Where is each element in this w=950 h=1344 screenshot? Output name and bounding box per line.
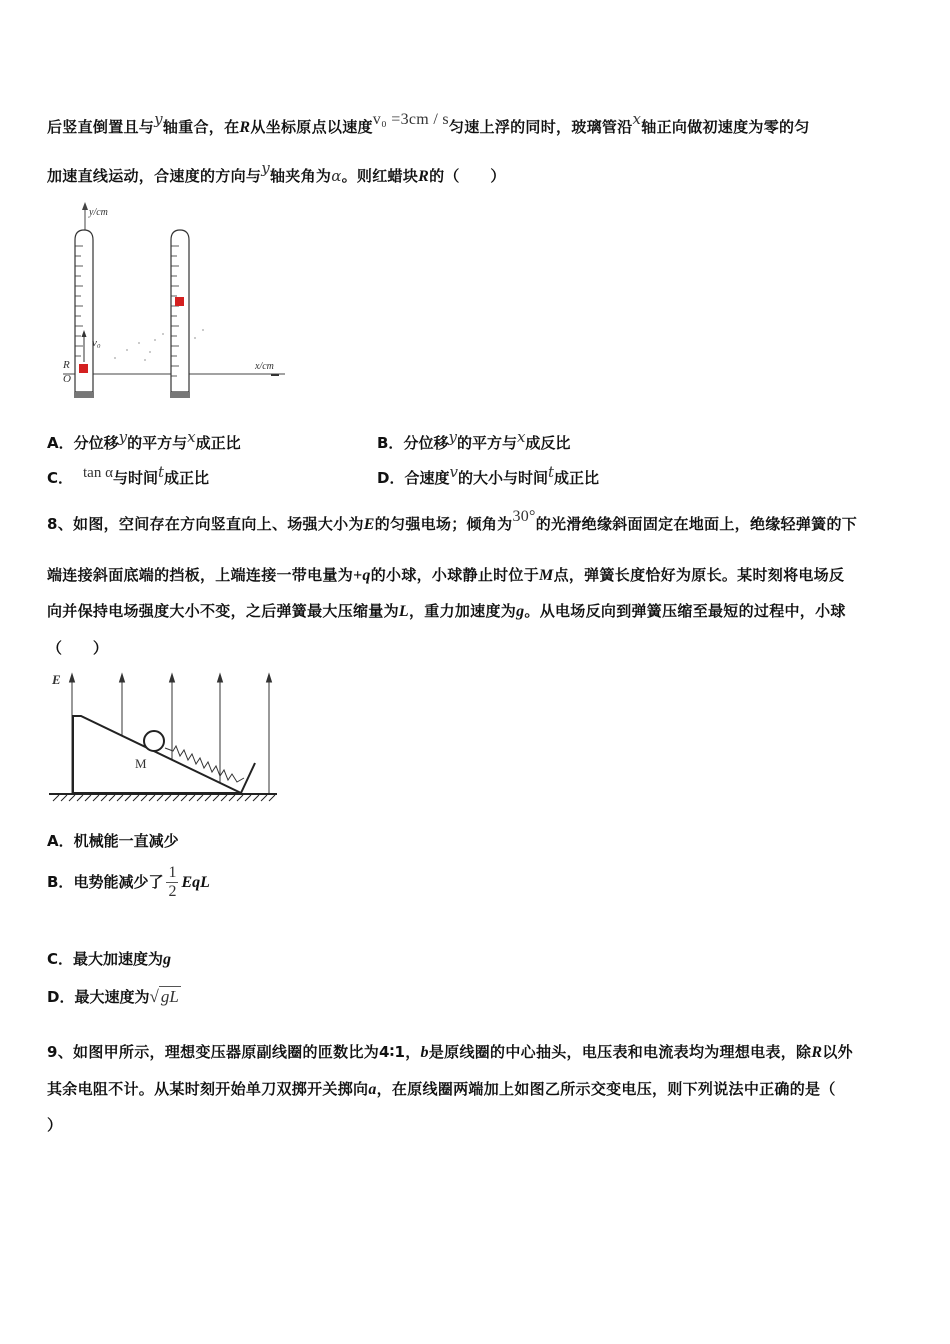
trajectory-dots xyxy=(114,329,204,361)
var-R: R xyxy=(239,119,251,136)
var-y: y xyxy=(261,159,270,177)
q8-option-b[interactable]: B．电势能减少了 $\frac{1}{2}$ EqL xyxy=(47,864,210,900)
q7-tube-figure xyxy=(55,200,295,405)
var-x: x xyxy=(632,110,642,128)
q7-option-c[interactable]: C． tan α与时间t成正比 xyxy=(47,463,210,487)
var-R: R xyxy=(418,168,430,185)
q8-option-a[interactable]: A．机械能一直减少 xyxy=(47,832,179,850)
incline xyxy=(73,716,241,793)
y-axis-label: y/cm xyxy=(89,207,108,218)
q7-line-2: 加速直线运动，合速度的方向与y轴夹角为α。则红蜡块R的（ ） xyxy=(47,159,506,185)
q8-line-3: 向并保持电场强度大小不变，之后弹簧最大压缩量为L，重力加速度为g。从电场反向到弹簧压缩至最短的过程中，小球 xyxy=(47,602,846,620)
red-wax-block-initial xyxy=(79,364,88,373)
var-alpha: α xyxy=(331,167,342,185)
sqrt-gL: √ gL xyxy=(149,987,179,1006)
ground-hatch xyxy=(53,795,275,801)
charged-ball xyxy=(144,731,164,751)
q8-option-d[interactable]: D．最大速度为√ gL xyxy=(47,987,179,1006)
q8-line-4: （ ） xyxy=(47,639,109,657)
field-E-label: E xyxy=(52,672,61,687)
q8-option-c[interactable]: C．最大加速度为g xyxy=(47,950,172,968)
q9-line-3: ） xyxy=(47,1116,63,1134)
x-axis-label: x/cm xyxy=(255,361,274,372)
q7-line-1: 后竖直倒置且与y轴重合，在R从坐标原点以速度v₀ =3cm / s匀速上浮的同时，玻璃管沿x轴正向做初速度为零的匀 xyxy=(47,110,810,136)
q7-option-b[interactable]: B．分位移y的平方与x成反比 xyxy=(377,428,571,452)
q7-option-a[interactable]: A．分位移y的平方与x成正比 xyxy=(47,428,241,452)
v0-expression: v₀ =3cm / s xyxy=(372,111,449,128)
v0-label: v₀ xyxy=(92,337,101,349)
tan-alpha: tan α xyxy=(83,465,113,481)
q7-option-d[interactable]: D．合速度v的大小与时间t成正比 xyxy=(377,463,600,487)
q8-line-2: 端连接斜面底端的挡板，上端连接一带电量为+q的小球，小球静止时位于M点，弹簧长度恰好为原长。某时刻将电场反 xyxy=(47,566,845,584)
fraction-one-half: $\frac{1}{2}$ xyxy=(168,864,177,900)
q9-line-2: 其余电阻不计。从某时刻开始单刀双掷开关掷向a，在原线圈两端加上如图乙所示交变电压，则下列说法中正确的是（ xyxy=(47,1080,836,1098)
var-y: y xyxy=(154,110,163,128)
q8-line-1: 8、如图，空间存在方向竖直向上、场强大小为E的匀强电场；倾角为30°的光滑绝缘斜面固定在地面上，绝缘轻弹簧的下 xyxy=(47,508,858,533)
y-axis-arrow xyxy=(82,202,88,210)
incline-angle: 30° xyxy=(512,508,536,525)
q9-line-1: 9、如图甲所示，理想变压器原副线圈的匝数比为4∶1，b是原线圈的中心抽头，电压表和电流表均为理想电表，除R以外 xyxy=(47,1043,853,1061)
R-label: R xyxy=(63,359,70,371)
origin-label: O xyxy=(63,373,71,385)
glass-tube-right xyxy=(170,230,190,398)
q8-incline-figure xyxy=(45,668,285,806)
red-wax-block-moved xyxy=(175,297,184,306)
ball-M-label: M xyxy=(135,756,147,771)
